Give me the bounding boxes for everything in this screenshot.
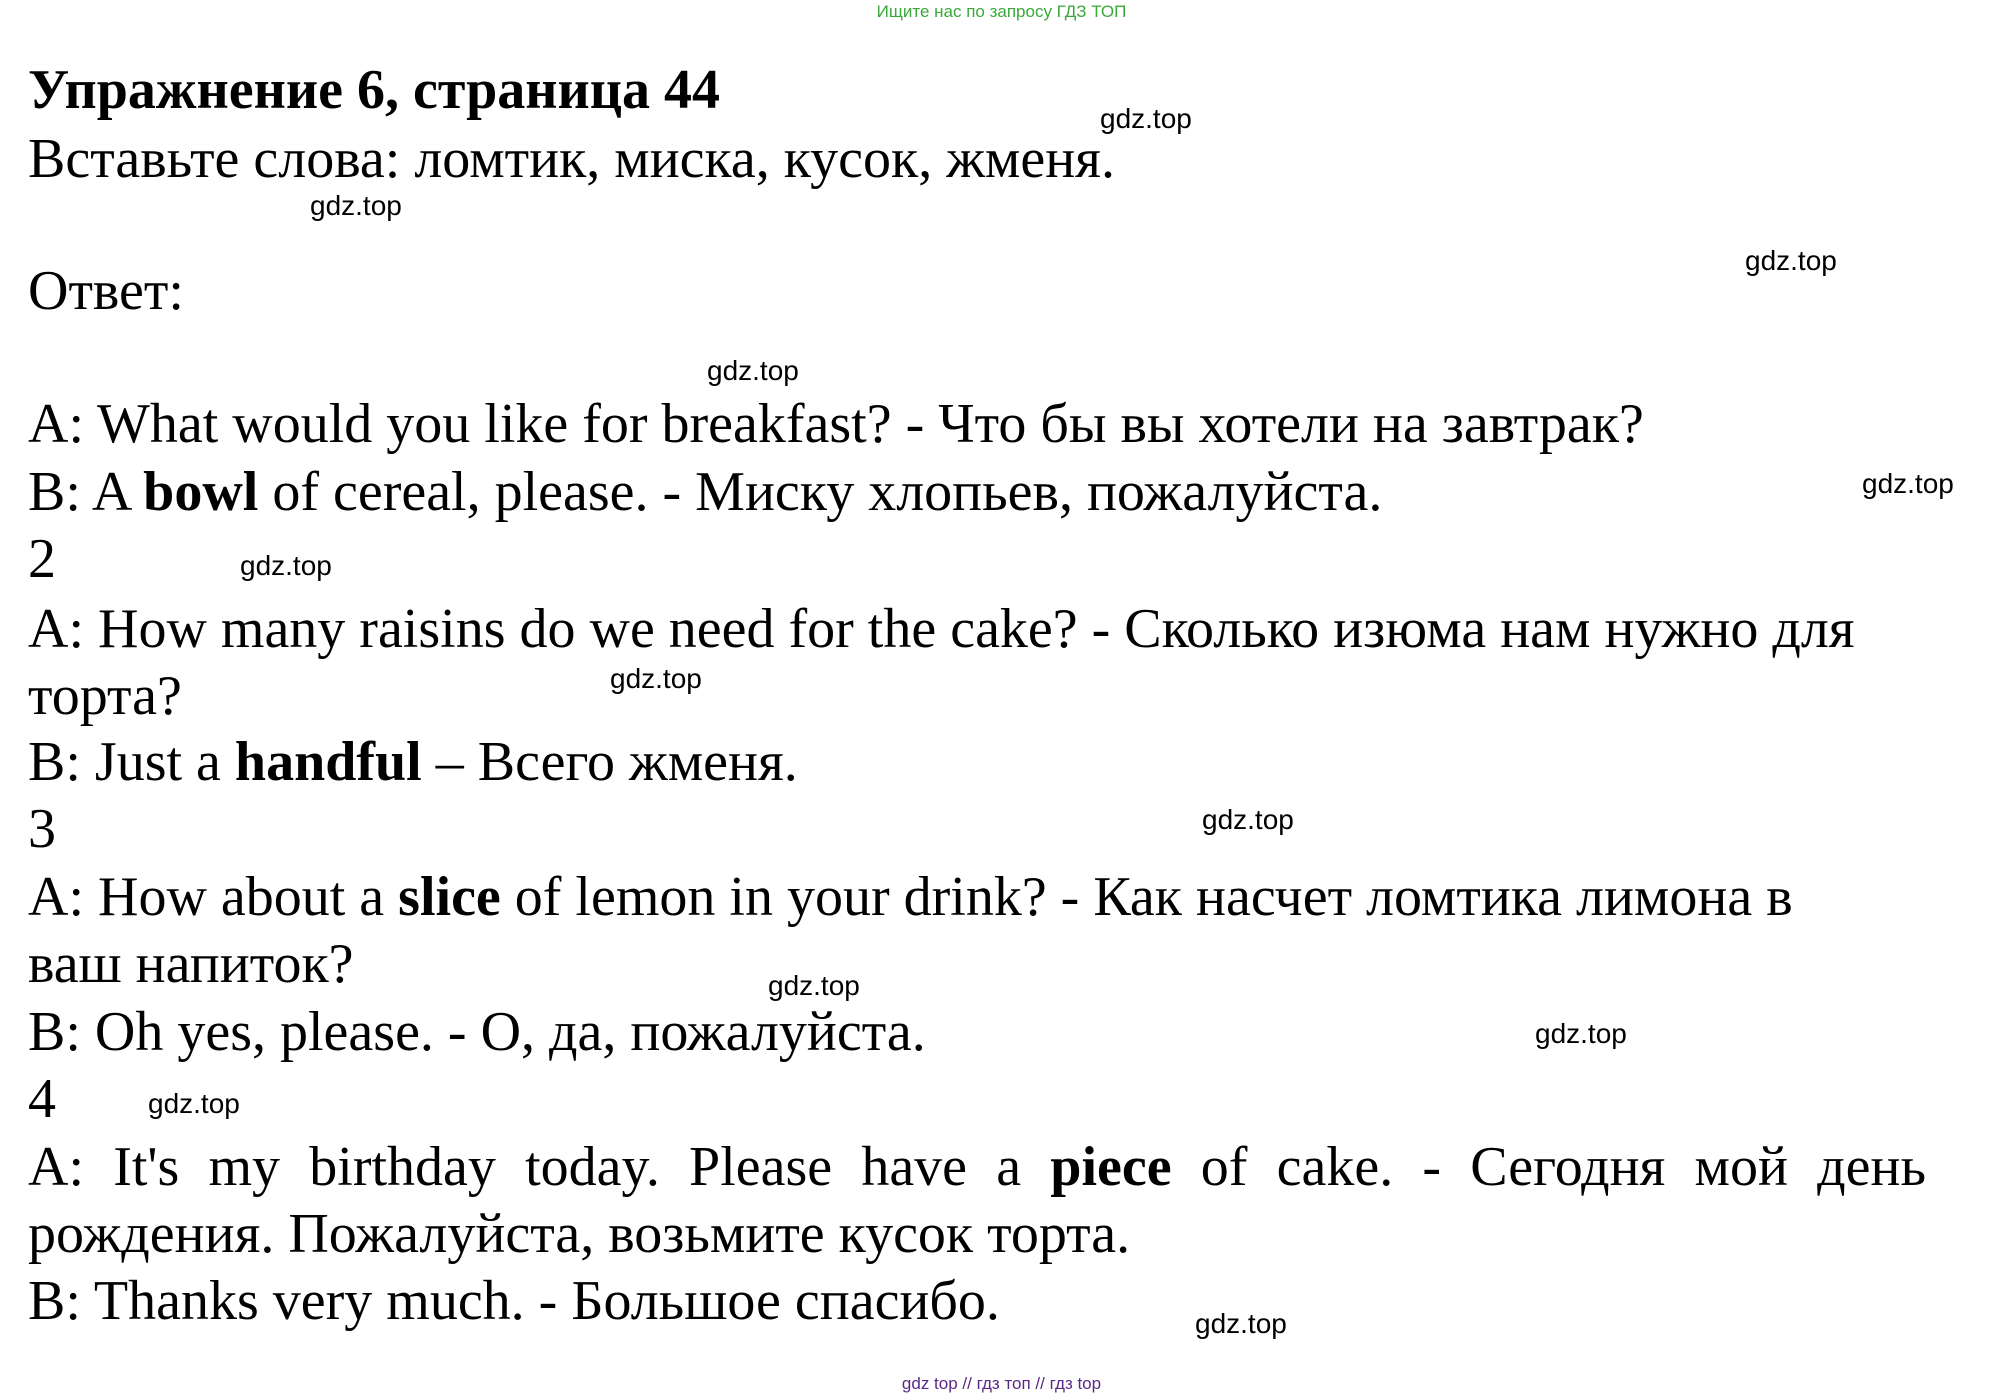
watermark: gdz.top xyxy=(1202,804,1294,835)
exercise-instruction: Вставьте слова: ломтик, миска, кусок, жменя. xyxy=(28,128,1115,190)
answer-label: Ответ: xyxy=(28,260,184,322)
dialogue-line-4b: B: Thanks very much. - Большое спасибо. xyxy=(28,1270,1000,1332)
top-banner: Ищите нас по запросу ГДЗ ТОП xyxy=(876,2,1127,21)
dialogue-line-3b: B: Oh yes, please. - О, да, пожалуйста. xyxy=(28,1001,926,1063)
watermark: gdz.top xyxy=(1862,468,1954,499)
dialogue-line-4a: A: It's my birthday today. Please have a piece of cake. - Сегодня мой день xyxy=(28,1136,1926,1198)
dialogue-line-1b: B: A bowl of cereal, please. - Миску хлопьев, пожалуйста. xyxy=(28,461,1383,523)
watermark: gdz.top xyxy=(148,1088,240,1119)
watermark: gdz.top xyxy=(1100,103,1192,134)
dialogue-line-4a-cont: рождения. Пожалуйста, возьмите кусок торта. xyxy=(28,1203,1131,1265)
item-number-3: 3 xyxy=(28,798,56,860)
bottom-banner: gdz top // гдз топ // гдз top xyxy=(901,1374,1102,1393)
answer-word-bowl: bowl xyxy=(143,461,259,523)
watermark: gdz.top xyxy=(310,190,402,221)
watermark: gdz.top xyxy=(1535,1018,1627,1049)
watermark: gdz.top xyxy=(1745,245,1837,276)
answer-word-slice: slice xyxy=(398,866,501,928)
dialogue-line-2b: B: Just a handful – Всего жменя. xyxy=(28,731,798,793)
exercise-title: Упражнение 6, страница 44 xyxy=(28,59,721,121)
dialogue-line-1a: A: What would you like for breakfast? - Что бы вы хотели на завтрак? xyxy=(28,393,1644,455)
watermark: gdz.top xyxy=(610,663,702,694)
watermark: gdz.top xyxy=(240,550,332,581)
item-number-2: 2 xyxy=(28,528,56,590)
dialogue-line-3a: A: How about a slice of lemon in your drink? - Как насчет ломтика лимона в xyxy=(28,866,1793,928)
answer-word-piece: piece xyxy=(1050,1136,1172,1198)
watermark: gdz.top xyxy=(1195,1308,1287,1339)
item-number-4: 4 xyxy=(28,1068,56,1130)
watermark: gdz.top xyxy=(707,355,799,386)
dialogue-line-3a-cont: ваш напиток? xyxy=(28,933,354,995)
watermark: gdz.top xyxy=(768,970,860,1001)
dialogue-line-2a: A: How many raisins do we need for the cake? - Сколько изюма нам нужно для xyxy=(28,598,1855,660)
answer-word-handful: handful xyxy=(234,731,422,793)
dialogue-line-2a-cont: торта? xyxy=(28,665,182,727)
